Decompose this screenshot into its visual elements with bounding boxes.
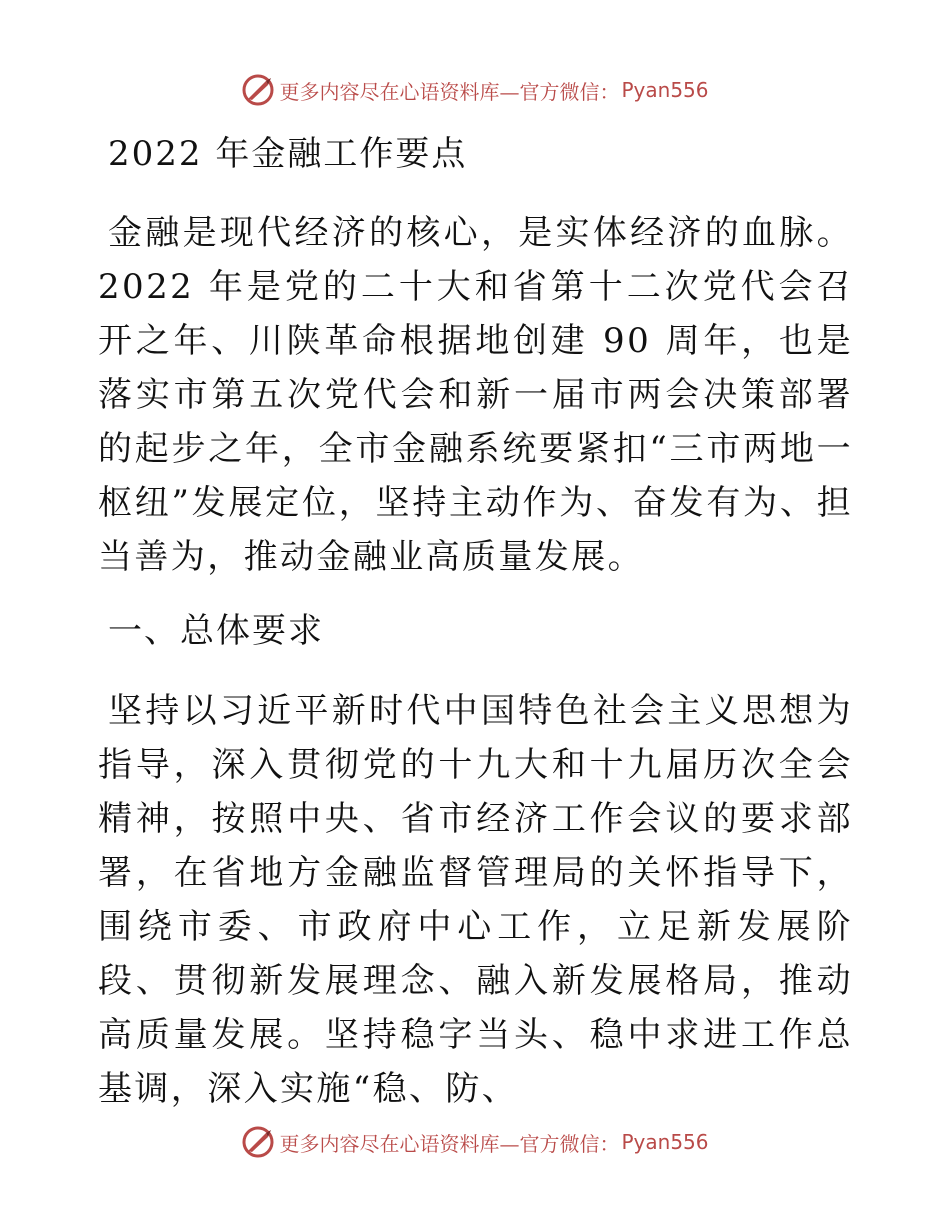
intro-paragraph: 金融是现代经济的核心，是实体经济的血脉。2022 年是党的二十大和省第十二次党代会召开之年、川陕革命根据地创建 90 周年，也是落实市第五次党代会和新一届市两会决策部署的起步之年，全市金融系统要紧扣“三市两地一枢纽”发展定位，坚持主动作为、奋发有为、担当善为，推动金融业高质量发展。 xyxy=(98,213,853,577)
footer-watermark xyxy=(0,1122,950,1162)
watermark-text: 更多内容尽在心语资料库—官方微信： xyxy=(279,1131,620,1156)
document-title: 2022 年金融工作要点 xyxy=(108,134,468,174)
watermark-handle: Pyan556 xyxy=(621,1130,709,1154)
section-heading: 一、总体要求 xyxy=(108,611,324,651)
requirements-paragraph: 坚持以习近平新时代中国特色社会主义思想为指导，深入贯彻党的十九大和十九届历次全会精神，按照中央、省市经济工作会议的要求部署，在省地方金融监督管理局的关怀指导下，围绕市委、市政府中心工作，立足新发展阶段、贯彻新发展理念、融入新发展格局，推动高质量发展。坚持稳字当头、稳中求进工作总基调，深入实施“稳、防、 xyxy=(98,691,853,1109)
header-watermark xyxy=(0,70,950,110)
document-body xyxy=(98,120,853,1116)
quill-logo-icon xyxy=(241,1125,275,1159)
quill-logo-icon xyxy=(241,73,275,107)
watermark-handle: Pyan556 xyxy=(621,78,709,102)
watermark-text: 更多内容尽在心语资料库—官方微信： xyxy=(279,79,620,104)
